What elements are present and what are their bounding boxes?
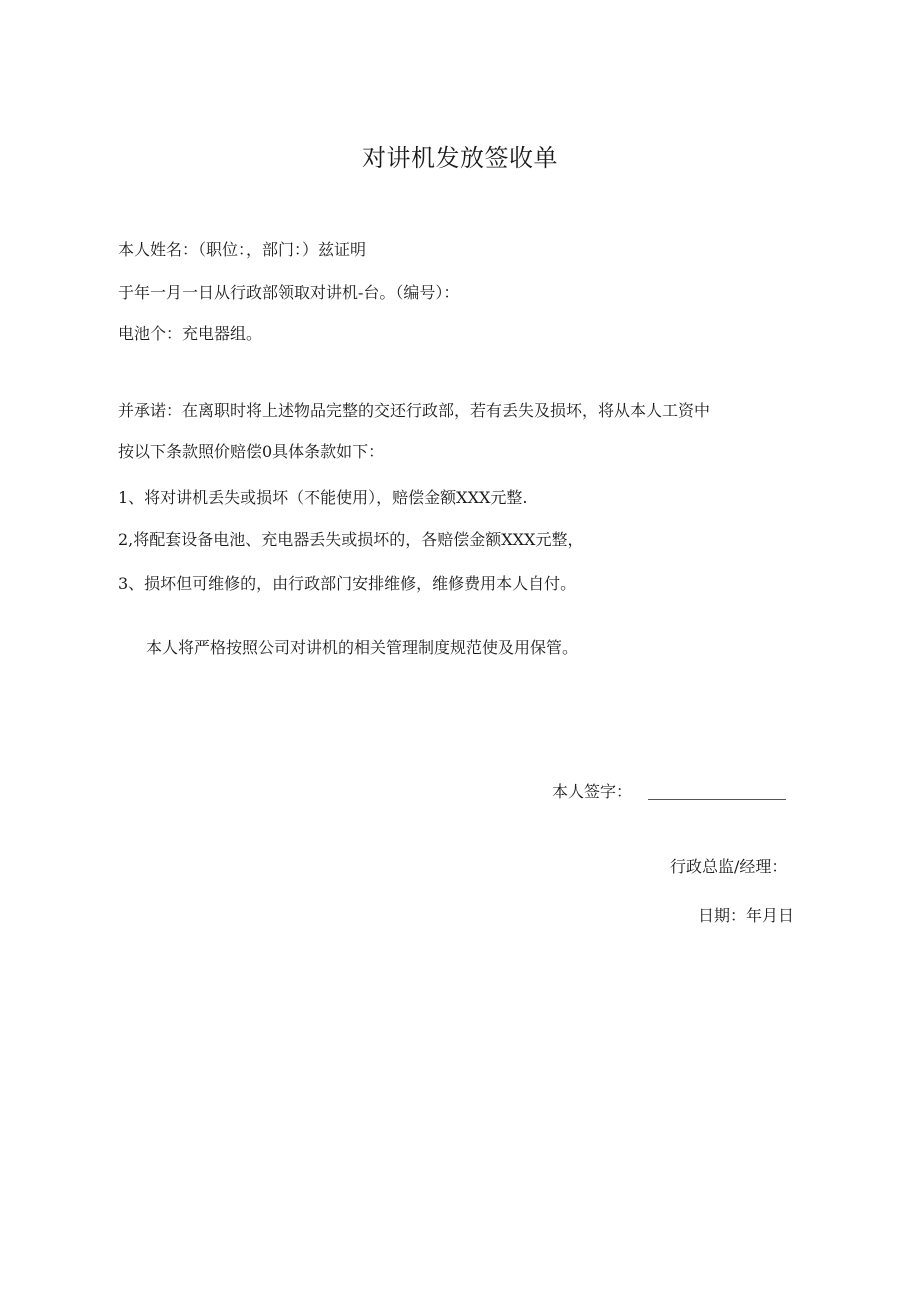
signature-row (552, 780, 786, 804)
clause-1: 1、将对讲机丢失或损坏（不能使用），赔偿金额XXX元整. (118, 488, 528, 507)
document-title: 对讲机发放签收单 (362, 144, 558, 172)
promise-line: 并承诺：在离职时将上述物品完整的交还行政部，若有丢失及损坏，将从本人工资中 (118, 401, 711, 420)
promise-line-continued: 按以下条款照价赔偿0具体条款如下： (118, 442, 385, 461)
name-line: 本人姓名：（职位：，部门：）兹证明 (118, 240, 367, 259)
clause-3: 3、损坏但可维修的，由行政部门安排维修，维修费用本人自付。 (118, 574, 577, 593)
clause-2: 2,将配套设备电池、充电器丢失或损坏的，各赔偿金额XXX元整， (118, 530, 584, 549)
signature-label: 本人签字： (552, 782, 633, 801)
battery-charger-line: 电池个：充电器组。 (118, 324, 263, 343)
receive-line: 于年一月一日从行政部领取对讲机-台。（编号）： (118, 283, 460, 302)
commitment-paragraph: 本人将严格按照公司对讲机的相关管理制度规范使及用保管。 (146, 638, 579, 657)
date-label: 日期：年月日 (698, 906, 795, 925)
signature-line (648, 798, 786, 800)
admin-director-label: 行政总监/经理： (670, 857, 788, 876)
